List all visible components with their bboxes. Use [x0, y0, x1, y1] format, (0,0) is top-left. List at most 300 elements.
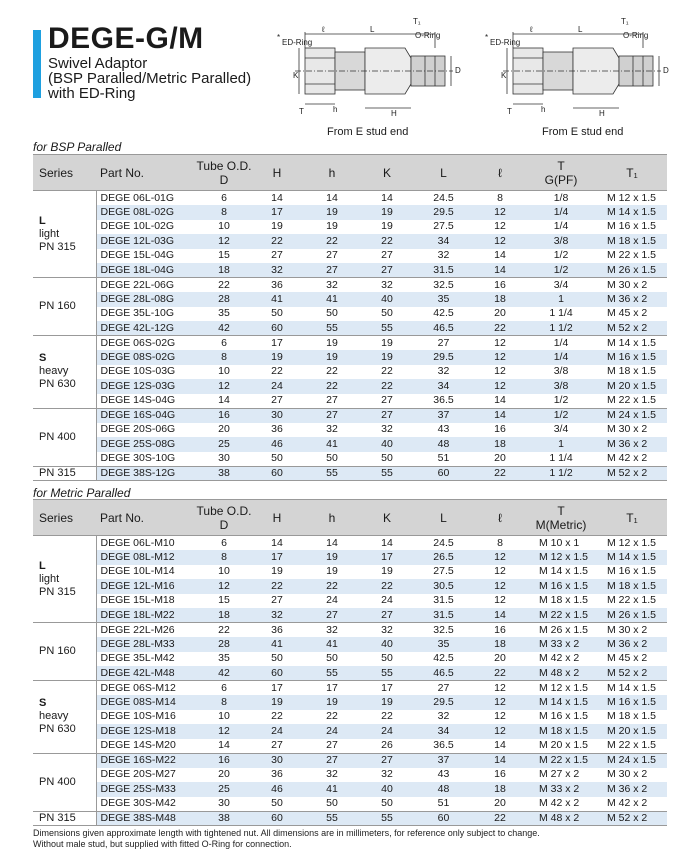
- L-cell: 43: [412, 768, 475, 783]
- L-cell: 24.5: [412, 191, 475, 206]
- L-cell: 31.5: [412, 594, 475, 609]
- l-cell: 14: [475, 608, 525, 623]
- K-cell: 19: [362, 336, 412, 351]
- l-cell: 22: [475, 466, 525, 481]
- l-cell: 20: [475, 797, 525, 812]
- metric-table: [33, 499, 667, 826]
- T-cell: M 42 x 2: [525, 797, 597, 812]
- L-cell: 37: [412, 753, 475, 768]
- L-cell: 27.5: [412, 220, 475, 235]
- drawing-T1-label: T₁: [621, 18, 629, 26]
- tube-od-cell: 20: [196, 423, 252, 438]
- drawing-H-label: H: [599, 109, 605, 118]
- tube-od-cell: 8: [196, 695, 252, 710]
- part-no-cell: DEGE 25S-08G: [96, 437, 196, 452]
- L-cell: 37: [412, 408, 475, 423]
- col-H: H: [252, 500, 302, 536]
- K-cell: 24: [362, 594, 412, 609]
- l-cell: 12: [475, 565, 525, 580]
- T1-cell: M 24 x 1.5: [597, 408, 667, 423]
- metric-table-body: [33, 536, 667, 826]
- T-cell: 3/4: [525, 423, 597, 438]
- table-row: [33, 579, 667, 594]
- L-cell: 43: [412, 423, 475, 438]
- series-label: light: [39, 227, 60, 240]
- tube-od-cell: 14: [196, 394, 252, 409]
- series-cell: [33, 278, 96, 336]
- T-cell: M 14 x 1.5: [525, 695, 597, 710]
- table-row: [33, 710, 667, 725]
- H-cell: 22: [252, 234, 302, 249]
- part-no-cell: DEGE 14S-M20: [96, 739, 196, 754]
- part-no-cell: DEGE 25S-M33: [96, 782, 196, 797]
- part-no-cell: DEGE 22L-06G: [96, 278, 196, 293]
- part-no-cell: DEGE 42L-M48: [96, 666, 196, 681]
- l-cell: 12: [475, 365, 525, 380]
- h-cell: 55: [302, 666, 362, 681]
- K-cell: 27: [362, 753, 412, 768]
- l-cell: 12: [475, 379, 525, 394]
- H-cell: 14: [252, 536, 302, 551]
- table-row: [33, 753, 667, 768]
- part-no-cell: DEGE 18L-04G: [96, 263, 196, 278]
- series-label: light: [39, 572, 60, 585]
- K-cell: 32: [362, 423, 412, 438]
- H-cell: 32: [252, 608, 302, 623]
- L-cell: 46.5: [412, 321, 475, 336]
- H-cell: 17: [252, 336, 302, 351]
- L-cell: 36.5: [412, 394, 475, 409]
- h-cell: 41: [302, 437, 362, 452]
- T-cell: 1/2: [525, 408, 597, 423]
- part-no-cell: DEGE 12S-03G: [96, 379, 196, 394]
- table-row: [33, 249, 667, 264]
- K-cell: 32: [362, 623, 412, 638]
- H-cell: 30: [252, 753, 302, 768]
- h-cell: 27: [302, 608, 362, 623]
- H-cell: 50: [252, 797, 302, 812]
- col-L: L: [412, 500, 475, 536]
- subtitle-line: (BSP Paralled/Metric Paralled): [48, 70, 252, 87]
- l-cell: 20: [475, 652, 525, 667]
- tube-od-cell: 30: [196, 452, 252, 467]
- series-label: PN 315: [39, 240, 76, 253]
- T-cell: 3/8: [525, 365, 597, 380]
- K-cell: 24: [362, 724, 412, 739]
- h-cell: 22: [302, 579, 362, 594]
- bsp-table-body: [33, 191, 667, 481]
- T-cell: 1/2: [525, 394, 597, 409]
- T1-cell: M 16 x 1.5: [597, 695, 667, 710]
- accent-bar: [33, 30, 41, 98]
- T1-cell: M 16 x 1.5: [597, 220, 667, 235]
- part-no-cell: DEGE 20S-06G: [96, 423, 196, 438]
- T-cell: M 33 x 2: [525, 782, 597, 797]
- col-series: Series: [33, 155, 96, 191]
- series-label: PN 400: [39, 430, 76, 443]
- l-cell: 16: [475, 768, 525, 783]
- series-cell: [33, 811, 96, 826]
- T-cell: M 10 x 1: [525, 536, 597, 551]
- h-cell: 14: [302, 191, 362, 206]
- part-no-cell: DEGE 14S-04G: [96, 394, 196, 409]
- K-cell: 55: [362, 811, 412, 826]
- series-label: PN 630: [39, 378, 76, 391]
- H-cell: 50: [252, 452, 302, 467]
- table-row: [33, 452, 667, 467]
- table-row: [33, 292, 667, 307]
- tube-od-cell: 15: [196, 594, 252, 609]
- h-cell: 32: [302, 623, 362, 638]
- T-cell: 1/8: [525, 191, 597, 206]
- K-cell: 27: [362, 263, 412, 278]
- L-cell: 36.5: [412, 739, 475, 754]
- part-no-cell: DEGE 28L-08G: [96, 292, 196, 307]
- l-cell: 22: [475, 666, 525, 681]
- L-cell: 31.5: [412, 263, 475, 278]
- H-cell: 50: [252, 307, 302, 322]
- part-no-cell: DEGE 28L-M33: [96, 637, 196, 652]
- H-cell: 22: [252, 579, 302, 594]
- tube-od-cell: 6: [196, 536, 252, 551]
- table-row: [33, 365, 667, 380]
- col-l: ℓ: [475, 155, 525, 191]
- l-cell: 12: [475, 594, 525, 609]
- tube-od-cell: 8: [196, 350, 252, 365]
- drawing-K-label: K: [293, 71, 299, 80]
- T1-cell: M 52 x 2: [597, 321, 667, 336]
- table-row: [33, 278, 667, 293]
- T1-cell: M 30 x 2: [597, 278, 667, 293]
- L-cell: 42.5: [412, 652, 475, 667]
- series-label: L: [39, 214, 46, 227]
- table-row: [33, 350, 667, 365]
- part-no-cell: DEGE 10S-M16: [96, 710, 196, 725]
- L-cell: 60: [412, 466, 475, 481]
- drawing-T-label: T: [507, 107, 512, 116]
- col-K: K: [362, 500, 412, 536]
- table-row: [33, 536, 667, 551]
- l-cell: 22: [475, 811, 525, 826]
- part-no-cell: DEGE 06L-M10: [96, 536, 196, 551]
- l-cell: 16: [475, 423, 525, 438]
- tube-od-cell: 38: [196, 811, 252, 826]
- drawing-ed-ring-label: ED-Ring: [282, 38, 313, 47]
- H-cell: 22: [252, 365, 302, 380]
- L-cell: 32: [412, 365, 475, 380]
- T-cell: 1 1/2: [525, 466, 597, 481]
- series-cell: [33, 753, 96, 811]
- H-cell: 19: [252, 695, 302, 710]
- table-row: [33, 336, 667, 351]
- T-cell: 1/2: [525, 249, 597, 264]
- part-no-cell: DEGE 08S-02G: [96, 350, 196, 365]
- H-cell: 36: [252, 278, 302, 293]
- series-cell: [33, 191, 96, 278]
- T-cell: M 18 x 1.5: [525, 724, 597, 739]
- bsp-table: [33, 154, 667, 481]
- L-cell: 26.5: [412, 550, 475, 565]
- subtitle-line: Swivel Adaptor: [48, 55, 148, 72]
- T1-cell: M 45 x 2: [597, 652, 667, 667]
- T-cell: 1: [525, 437, 597, 452]
- T-cell: M 42 x 2: [525, 652, 597, 667]
- T-cell: 3/4: [525, 278, 597, 293]
- table-row: [33, 739, 667, 754]
- K-cell: 22: [362, 365, 412, 380]
- K-cell: 26: [362, 739, 412, 754]
- h-cell: 19: [302, 550, 362, 565]
- K-cell: 32: [362, 768, 412, 783]
- part-no-cell: DEGE 10L-M14: [96, 565, 196, 580]
- T-cell: M 22 x 1.5: [525, 753, 597, 768]
- T1-cell: M 45 x 2: [597, 307, 667, 322]
- series-label: heavy: [39, 365, 69, 378]
- H-cell: 27: [252, 739, 302, 754]
- T1-cell: M 14 x 1.5: [597, 336, 667, 351]
- part-no-cell: DEGE 10L-02G: [96, 220, 196, 235]
- tube-od-cell: 6: [196, 336, 252, 351]
- L-cell: 48: [412, 437, 475, 452]
- K-cell: 40: [362, 782, 412, 797]
- table-row: [33, 623, 667, 638]
- fitting-drawing: [275, 18, 465, 123]
- table-row: [33, 423, 667, 438]
- l-cell: 12: [475, 710, 525, 725]
- table-row: [33, 550, 667, 565]
- tube-od-cell: 8: [196, 205, 252, 220]
- tube-od-cell: 22: [196, 278, 252, 293]
- table-row: [33, 768, 667, 783]
- l-cell: 12: [475, 724, 525, 739]
- table-row: [33, 263, 667, 278]
- table-row: [33, 191, 667, 206]
- tube-od-cell: 20: [196, 768, 252, 783]
- l-cell: 16: [475, 278, 525, 293]
- T1-cell: M 18 x 1.5: [597, 365, 667, 380]
- T1-cell: M 14 x 1.5: [597, 550, 667, 565]
- T-cell: 1/4: [525, 220, 597, 235]
- table-row: [33, 594, 667, 609]
- series-cell: [33, 681, 96, 754]
- h-cell: 41: [302, 637, 362, 652]
- H-cell: 27: [252, 594, 302, 609]
- l-cell: 18: [475, 292, 525, 307]
- part-no-cell: DEGE 16S-04G: [96, 408, 196, 423]
- L-cell: 29.5: [412, 695, 475, 710]
- footnote-line: Without male stud, but supplied with fitted O-Ring for connection.: [33, 839, 292, 849]
- H-cell: 17: [252, 550, 302, 565]
- H-cell: 27: [252, 394, 302, 409]
- T1-cell: M 14 x 1.5: [597, 205, 667, 220]
- h-cell: 41: [302, 292, 362, 307]
- h-cell: 50: [302, 797, 362, 812]
- T-cell: 1 1/4: [525, 307, 597, 322]
- h-cell: 32: [302, 278, 362, 293]
- L-cell: 27: [412, 336, 475, 351]
- l-cell: 12: [475, 220, 525, 235]
- footnotes: [33, 828, 540, 850]
- h-cell: 22: [302, 365, 362, 380]
- col-part-no: Part No.: [96, 500, 196, 536]
- K-cell: 14: [362, 536, 412, 551]
- H-cell: 32: [252, 263, 302, 278]
- h-cell: 14: [302, 536, 362, 551]
- K-cell: 55: [362, 321, 412, 336]
- T1-cell: M 30 x 2: [597, 768, 667, 783]
- drawing-L-label: L: [370, 25, 375, 34]
- T1-cell: M 24 x 1.5: [597, 753, 667, 768]
- drawing-caption-2: From E stud end: [542, 126, 624, 138]
- H-cell: 24: [252, 724, 302, 739]
- fitting-drawing: [485, 18, 675, 123]
- T-cell: M 12 x 1.5: [525, 681, 597, 696]
- T-cell: M 22 x 1.5: [525, 608, 597, 623]
- L-cell: 60: [412, 811, 475, 826]
- L-cell: 35: [412, 292, 475, 307]
- drawing-h-label: h: [541, 105, 546, 114]
- part-no-cell: DEGE 08S-M14: [96, 695, 196, 710]
- table-row: [33, 695, 667, 710]
- K-cell: 50: [362, 797, 412, 812]
- T-cell: M 27 x 2: [525, 768, 597, 783]
- H-cell: 19: [252, 350, 302, 365]
- T-cell: 1: [525, 292, 597, 307]
- L-cell: 31.5: [412, 608, 475, 623]
- tube-od-cell: 30: [196, 797, 252, 812]
- T1-cell: M 12 x 1.5: [597, 191, 667, 206]
- T-cell: 3/8: [525, 234, 597, 249]
- col-K: K: [362, 155, 412, 191]
- drawing-l-small-label: ℓ: [322, 25, 325, 34]
- T1-cell: M 52 x 2: [597, 666, 667, 681]
- h-cell: 27: [302, 753, 362, 768]
- L-cell: 34: [412, 379, 475, 394]
- T1-cell: M 22 x 1.5: [597, 394, 667, 409]
- part-no-cell: DEGE 15L-M18: [96, 594, 196, 609]
- tube-od-cell: 12: [196, 234, 252, 249]
- tube-od-cell: 18: [196, 608, 252, 623]
- tube-od-cell: 42: [196, 321, 252, 336]
- L-cell: 32: [412, 249, 475, 264]
- T1-cell: M 52 x 2: [597, 811, 667, 826]
- h-cell: 55: [302, 811, 362, 826]
- K-cell: 55: [362, 666, 412, 681]
- series-cell: [33, 623, 96, 681]
- h-cell: 27: [302, 408, 362, 423]
- L-cell: 29.5: [412, 205, 475, 220]
- H-cell: 19: [252, 220, 302, 235]
- part-no-cell: DEGE 22L-M26: [96, 623, 196, 638]
- L-cell: 34: [412, 234, 475, 249]
- T1-cell: M 36 x 2: [597, 292, 667, 307]
- T1-cell: M 22 x 1.5: [597, 739, 667, 754]
- tube-od-cell: 12: [196, 579, 252, 594]
- l-cell: 14: [475, 394, 525, 409]
- H-cell: 41: [252, 292, 302, 307]
- H-cell: 17: [252, 205, 302, 220]
- tube-od-cell: 10: [196, 565, 252, 580]
- series-label: heavy: [39, 710, 69, 723]
- T-cell: M 18 x 1.5: [525, 594, 597, 609]
- col-T: T M(Metric): [525, 500, 597, 536]
- T-cell: M 26 x 1.5: [525, 623, 597, 638]
- K-cell: 40: [362, 437, 412, 452]
- L-cell: 35: [412, 637, 475, 652]
- series-cell: [33, 536, 96, 623]
- tube-od-cell: 16: [196, 408, 252, 423]
- tube-od-cell: 22: [196, 623, 252, 638]
- part-no-cell: DEGE 12S-M18: [96, 724, 196, 739]
- part-no-cell: DEGE 20S-M27: [96, 768, 196, 783]
- T1-cell: M 20 x 1.5: [597, 379, 667, 394]
- h-cell: 27: [302, 249, 362, 264]
- H-cell: 60: [252, 466, 302, 481]
- T1-cell: M 22 x 1.5: [597, 594, 667, 609]
- table-row: [33, 394, 667, 409]
- L-cell: 32: [412, 710, 475, 725]
- table-row: [33, 234, 667, 249]
- part-no-cell: DEGE 06S-M12: [96, 681, 196, 696]
- l-cell: 16: [475, 623, 525, 638]
- h-cell: 24: [302, 594, 362, 609]
- h-cell: 24: [302, 724, 362, 739]
- l-cell: 22: [475, 321, 525, 336]
- series-label: PN 315: [39, 585, 76, 598]
- table-row: [33, 220, 667, 235]
- part-no-cell: DEGE 12L-03G: [96, 234, 196, 249]
- H-cell: 19: [252, 565, 302, 580]
- table-row: [33, 608, 667, 623]
- subtitle-line: with ED-Ring: [48, 85, 136, 102]
- tube-od-cell: 10: [196, 365, 252, 380]
- series-label: S: [39, 352, 47, 365]
- part-no-cell: DEGE 42L-12G: [96, 321, 196, 336]
- H-cell: 60: [252, 811, 302, 826]
- T1-cell: M 12 x 1.5: [597, 536, 667, 551]
- K-cell: 17: [362, 550, 412, 565]
- h-cell: 50: [302, 452, 362, 467]
- table-row: [33, 408, 667, 423]
- tube-od-cell: 12: [196, 724, 252, 739]
- K-cell: 22: [362, 379, 412, 394]
- col-h: h: [302, 155, 362, 191]
- tube-od-cell: 8: [196, 550, 252, 565]
- drawing-D-label: D: [663, 66, 669, 75]
- metric-section-title: for Metric Paralled: [33, 486, 131, 500]
- part-no-cell: DEGE 38S-M48: [96, 811, 196, 826]
- bsp-section-title: for BSP Paralled: [33, 140, 122, 154]
- l-cell: 14: [475, 249, 525, 264]
- K-cell: 40: [362, 637, 412, 652]
- series-label: PN 160: [39, 645, 76, 657]
- L-cell: 32.5: [412, 623, 475, 638]
- h-cell: 55: [302, 466, 362, 481]
- h-cell: 19: [302, 336, 362, 351]
- table-row: [33, 205, 667, 220]
- K-cell: 32: [362, 278, 412, 293]
- l-cell: 14: [475, 408, 525, 423]
- T-cell: 1/4: [525, 350, 597, 365]
- T1-cell: M 36 x 2: [597, 782, 667, 797]
- K-cell: 17: [362, 681, 412, 696]
- drawing-T-label: T: [299, 107, 304, 116]
- drawing-l-small-label: ℓ: [530, 25, 533, 34]
- H-cell: 46: [252, 782, 302, 797]
- tube-od-cell: 28: [196, 292, 252, 307]
- series-label: PN 160: [39, 300, 76, 312]
- H-cell: 60: [252, 321, 302, 336]
